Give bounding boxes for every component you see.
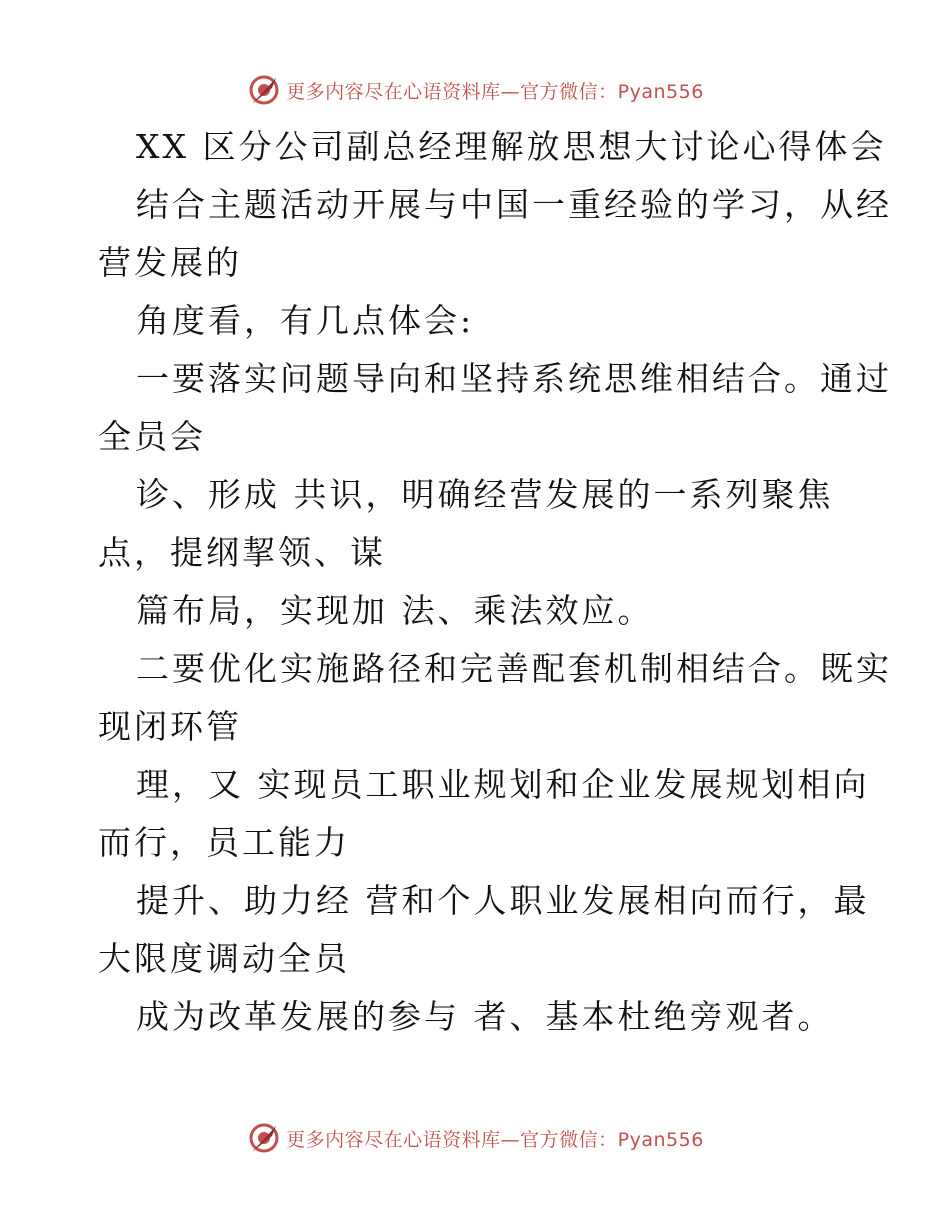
quill-logo-icon [246, 1120, 282, 1156]
paragraph-line: 点，提纲挈领、谋 [98, 533, 386, 572]
header-watermark-banner [0, 70, 950, 110]
paragraph-line: 全员会 [98, 417, 206, 456]
quill-logo-icon [246, 72, 282, 108]
watermark-text: 更多内容尽在心语资料库—官方微信：Pyan556 [286, 1128, 704, 1151]
paragraph-line: 二要优化实施路径和完善配套机制相结合。既实 [136, 649, 892, 688]
watermark-text: 更多内容尽在心语资料库—官方微信：Pyan556 [286, 80, 704, 103]
paragraph-line: 篇布局，实现加 法、乘法效应。 [136, 591, 654, 630]
paragraph-line: 成为改革发展的参与 者、基本杜绝旁观者。 [136, 997, 834, 1036]
document-body [98, 118, 892, 1046]
paragraph-line: 诊、形成 共识，明确经营发展的一系列聚焦 [136, 475, 834, 514]
paragraph-line: 大限度调动全员 [98, 939, 350, 978]
paragraph-line: 提升、助力经 营和个人职业发展相向而行，最 [136, 881, 870, 920]
paragraph-line: 角度看，有几点体会: [136, 301, 475, 340]
paragraph-line: 结合主题活动开展与中国一重经验的学习，从经 [136, 185, 892, 224]
paragraph-line: 一要落实问题导向和坚持系统思维相结合。通过 [136, 359, 892, 398]
paragraph-line: 营发展的 [98, 243, 242, 282]
paragraph-line: 现闭环管 [98, 707, 242, 746]
paragraph-line: 而行，员工能力 [98, 823, 350, 862]
document-title: XX 区分公司副总经理解放思想大讨论心得体会 [136, 127, 887, 166]
footer-watermark-banner [0, 1118, 950, 1158]
paragraph-line: 理，又 实现员工职业规划和企业发展规划相向 [136, 765, 870, 804]
